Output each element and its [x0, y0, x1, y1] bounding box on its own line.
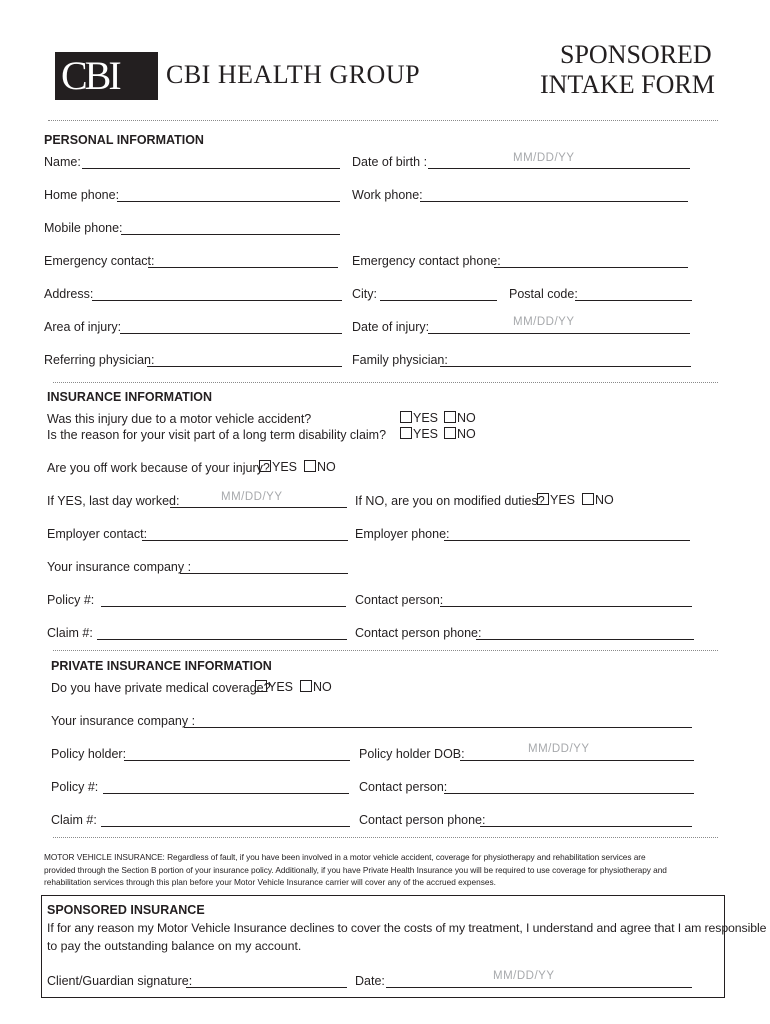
emergency-phone-field[interactable]	[494, 267, 688, 268]
employer-contact-field[interactable]	[142, 540, 348, 541]
signature-date-placeholder: MM/DD/YY	[493, 970, 555, 982]
claim-label: Claim #:	[47, 626, 93, 640]
checkbox[interactable]	[582, 493, 594, 505]
area-injury-label: Area of injury:	[44, 320, 122, 334]
motor-accident-yes[interactable]: YES	[400, 411, 438, 425]
insurance-company-label: Your insurance company :	[47, 560, 192, 574]
contact-person-label: Contact person:	[355, 593, 444, 607]
dob-placeholder: MM/DD/YY	[513, 152, 575, 164]
city-field[interactable]	[380, 300, 497, 301]
divider	[53, 382, 718, 383]
referring-physician-field[interactable]	[147, 366, 342, 367]
private-claim-label: Claim #:	[51, 813, 97, 827]
home-phone-field[interactable]	[117, 201, 340, 202]
modified-duties-no[interactable]: NO	[582, 493, 614, 507]
emergency-contact-label: Emergency contact:	[44, 254, 155, 268]
mobile-phone-field[interactable]	[121, 234, 340, 235]
name-field[interactable]	[82, 168, 340, 169]
city-label: City:	[352, 287, 377, 301]
checkbox[interactable]	[259, 460, 271, 472]
logo	[55, 52, 158, 100]
insurance-company-field[interactable]	[180, 573, 348, 574]
section-heading-sponsored: SPONSORED INSURANCE	[47, 903, 205, 917]
last-day-placeholder: MM/DD/YY	[221, 491, 283, 503]
section-heading-personal: PERSONAL INFORMATION	[44, 133, 204, 147]
last-day-label: If YES, last day worked:	[47, 494, 180, 508]
date-injury-field[interactable]	[428, 333, 690, 334]
private-coverage-question: Do you have private medical coverage?	[51, 681, 271, 695]
work-phone-label: Work phone:	[352, 188, 423, 202]
employer-phone-label: Employer phone:	[355, 527, 450, 541]
emergency-phone-label: Emergency contact phone:	[352, 254, 501, 268]
checkbox[interactable]	[304, 460, 316, 472]
policy-field[interactable]	[101, 606, 346, 607]
form-title-line1: SPONSORED	[560, 40, 712, 69]
private-coverage-yes[interactable]: YES	[255, 680, 293, 694]
mobile-phone-label: Mobile phone:	[44, 221, 123, 235]
disability-yes[interactable]: YES	[400, 427, 438, 441]
checkbox[interactable]	[400, 427, 412, 439]
checkbox[interactable]	[444, 411, 456, 423]
private-coverage-no[interactable]: NO	[300, 680, 332, 694]
off-work-no[interactable]: NO	[304, 460, 336, 474]
note-line: provided through the Section B portion of your insurance policy. Additionally, if you have Private Health Insurance you will be required to use coverage for physiotherapy and	[44, 864, 667, 875]
area-injury-field[interactable]	[120, 333, 342, 334]
private-contact-person-field[interactable]	[444, 793, 694, 794]
name-label: Name:	[44, 155, 81, 169]
policy-holder-field[interactable]	[124, 760, 350, 761]
motor-accident-no[interactable]: NO	[444, 411, 476, 425]
home-phone-label: Home phone:	[44, 188, 120, 202]
family-physician-label: Family physician:	[352, 353, 448, 367]
divider	[53, 837, 718, 838]
address-label: Address:	[44, 287, 94, 301]
signature-label: Client/Guardian signature:	[47, 974, 193, 988]
sponsored-text-line2: to pay the outstanding balance on my account.	[47, 939, 302, 953]
private-policy-label: Policy #:	[51, 780, 99, 794]
note-line: rehabilitation services through this plan before your Motor Vehicle Insurance carrier will cover any of the accrued expenses.	[44, 877, 496, 887]
private-company-field[interactable]	[184, 727, 692, 728]
contact-phone-label: Contact person phone:	[355, 626, 482, 640]
policy-holder-label: Policy holder:	[51, 747, 127, 761]
logo-mark: CBI	[61, 53, 119, 98]
private-policy-field[interactable]	[103, 793, 349, 794]
employer-contact-label: Employer contact:	[47, 527, 148, 541]
note-line: MOTOR VEHICLE INSURANCE: Regardless of fault, if you have been involved in a motor vehicle accident, coverage for physiotherapy and rehabilitation services are	[44, 852, 646, 862]
work-phone-field[interactable]	[420, 201, 688, 202]
divider	[48, 120, 718, 121]
checkbox[interactable]	[400, 411, 412, 423]
contact-person-field[interactable]	[440, 606, 692, 607]
date-injury-placeholder: MM/DD/YY	[513, 316, 575, 328]
off-work-question: Are you off work because of your injury?	[47, 461, 270, 475]
policy-holder-dob-field[interactable]	[460, 760, 694, 761]
motor-accident-question: Was this injury due to a motor vehicle accident?	[47, 412, 312, 426]
off-work-yes[interactable]: YES	[259, 460, 297, 474]
referring-physician-label: Referring physician:	[44, 353, 155, 367]
modified-duties-yes[interactable]: YES	[537, 493, 575, 507]
checkbox[interactable]	[300, 680, 312, 692]
signature-date-field[interactable]	[386, 987, 692, 988]
signature-field[interactable]	[186, 987, 347, 988]
private-contact-person-label: Contact person:	[359, 780, 448, 794]
postal-code-label: Postal code:	[509, 287, 578, 301]
private-contact-phone-field[interactable]	[480, 826, 692, 827]
org-name: CBI HEALTH GROUP	[166, 60, 421, 89]
family-physician-field[interactable]	[440, 366, 691, 367]
private-contact-phone-label: Contact person phone:	[359, 813, 486, 827]
policy-holder-dob-placeholder: MM/DD/YY	[528, 743, 590, 755]
dob-label: Date of birth :	[352, 155, 428, 169]
private-company-label: Your insurance company :	[51, 714, 196, 728]
private-claim-field[interactable]	[101, 826, 350, 827]
policy-label: Policy #:	[47, 593, 95, 607]
modified-duties-label: If NO, are you on modified duties?	[355, 494, 545, 508]
contact-phone-field[interactable]	[476, 639, 694, 640]
checkbox[interactable]	[444, 427, 456, 439]
emergency-contact-field[interactable]	[148, 267, 338, 268]
disability-no[interactable]: NO	[444, 427, 476, 441]
section-heading-private: PRIVATE INSURANCE INFORMATION	[51, 659, 272, 673]
employer-phone-field[interactable]	[444, 540, 690, 541]
disability-question: Is the reason for your visit part of a long term disability claim?	[47, 428, 387, 442]
dob-field[interactable]	[428, 168, 690, 169]
divider	[53, 650, 718, 651]
postal-code-field[interactable]	[575, 300, 692, 301]
form-title-line2: INTAKE FORM	[540, 70, 715, 99]
checkbox[interactable]	[255, 680, 267, 692]
sponsored-text-line1: If for any reason my Motor Vehicle Insurance declines to cover the costs of my treatment, I understand and agree that I am responsible	[47, 921, 767, 935]
signature-date-label: Date:	[355, 974, 385, 988]
policy-holder-dob-label: Policy holder DOB:	[359, 747, 465, 761]
claim-field[interactable]	[97, 639, 347, 640]
last-day-field[interactable]	[170, 507, 347, 508]
address-field[interactable]	[92, 300, 342, 301]
section-heading-insurance: INSURANCE INFORMATION	[47, 390, 213, 404]
date-injury-label: Date of injury:	[352, 320, 430, 334]
motor-vehicle-note	[44, 851, 728, 889]
checkbox[interactable]	[537, 493, 549, 505]
